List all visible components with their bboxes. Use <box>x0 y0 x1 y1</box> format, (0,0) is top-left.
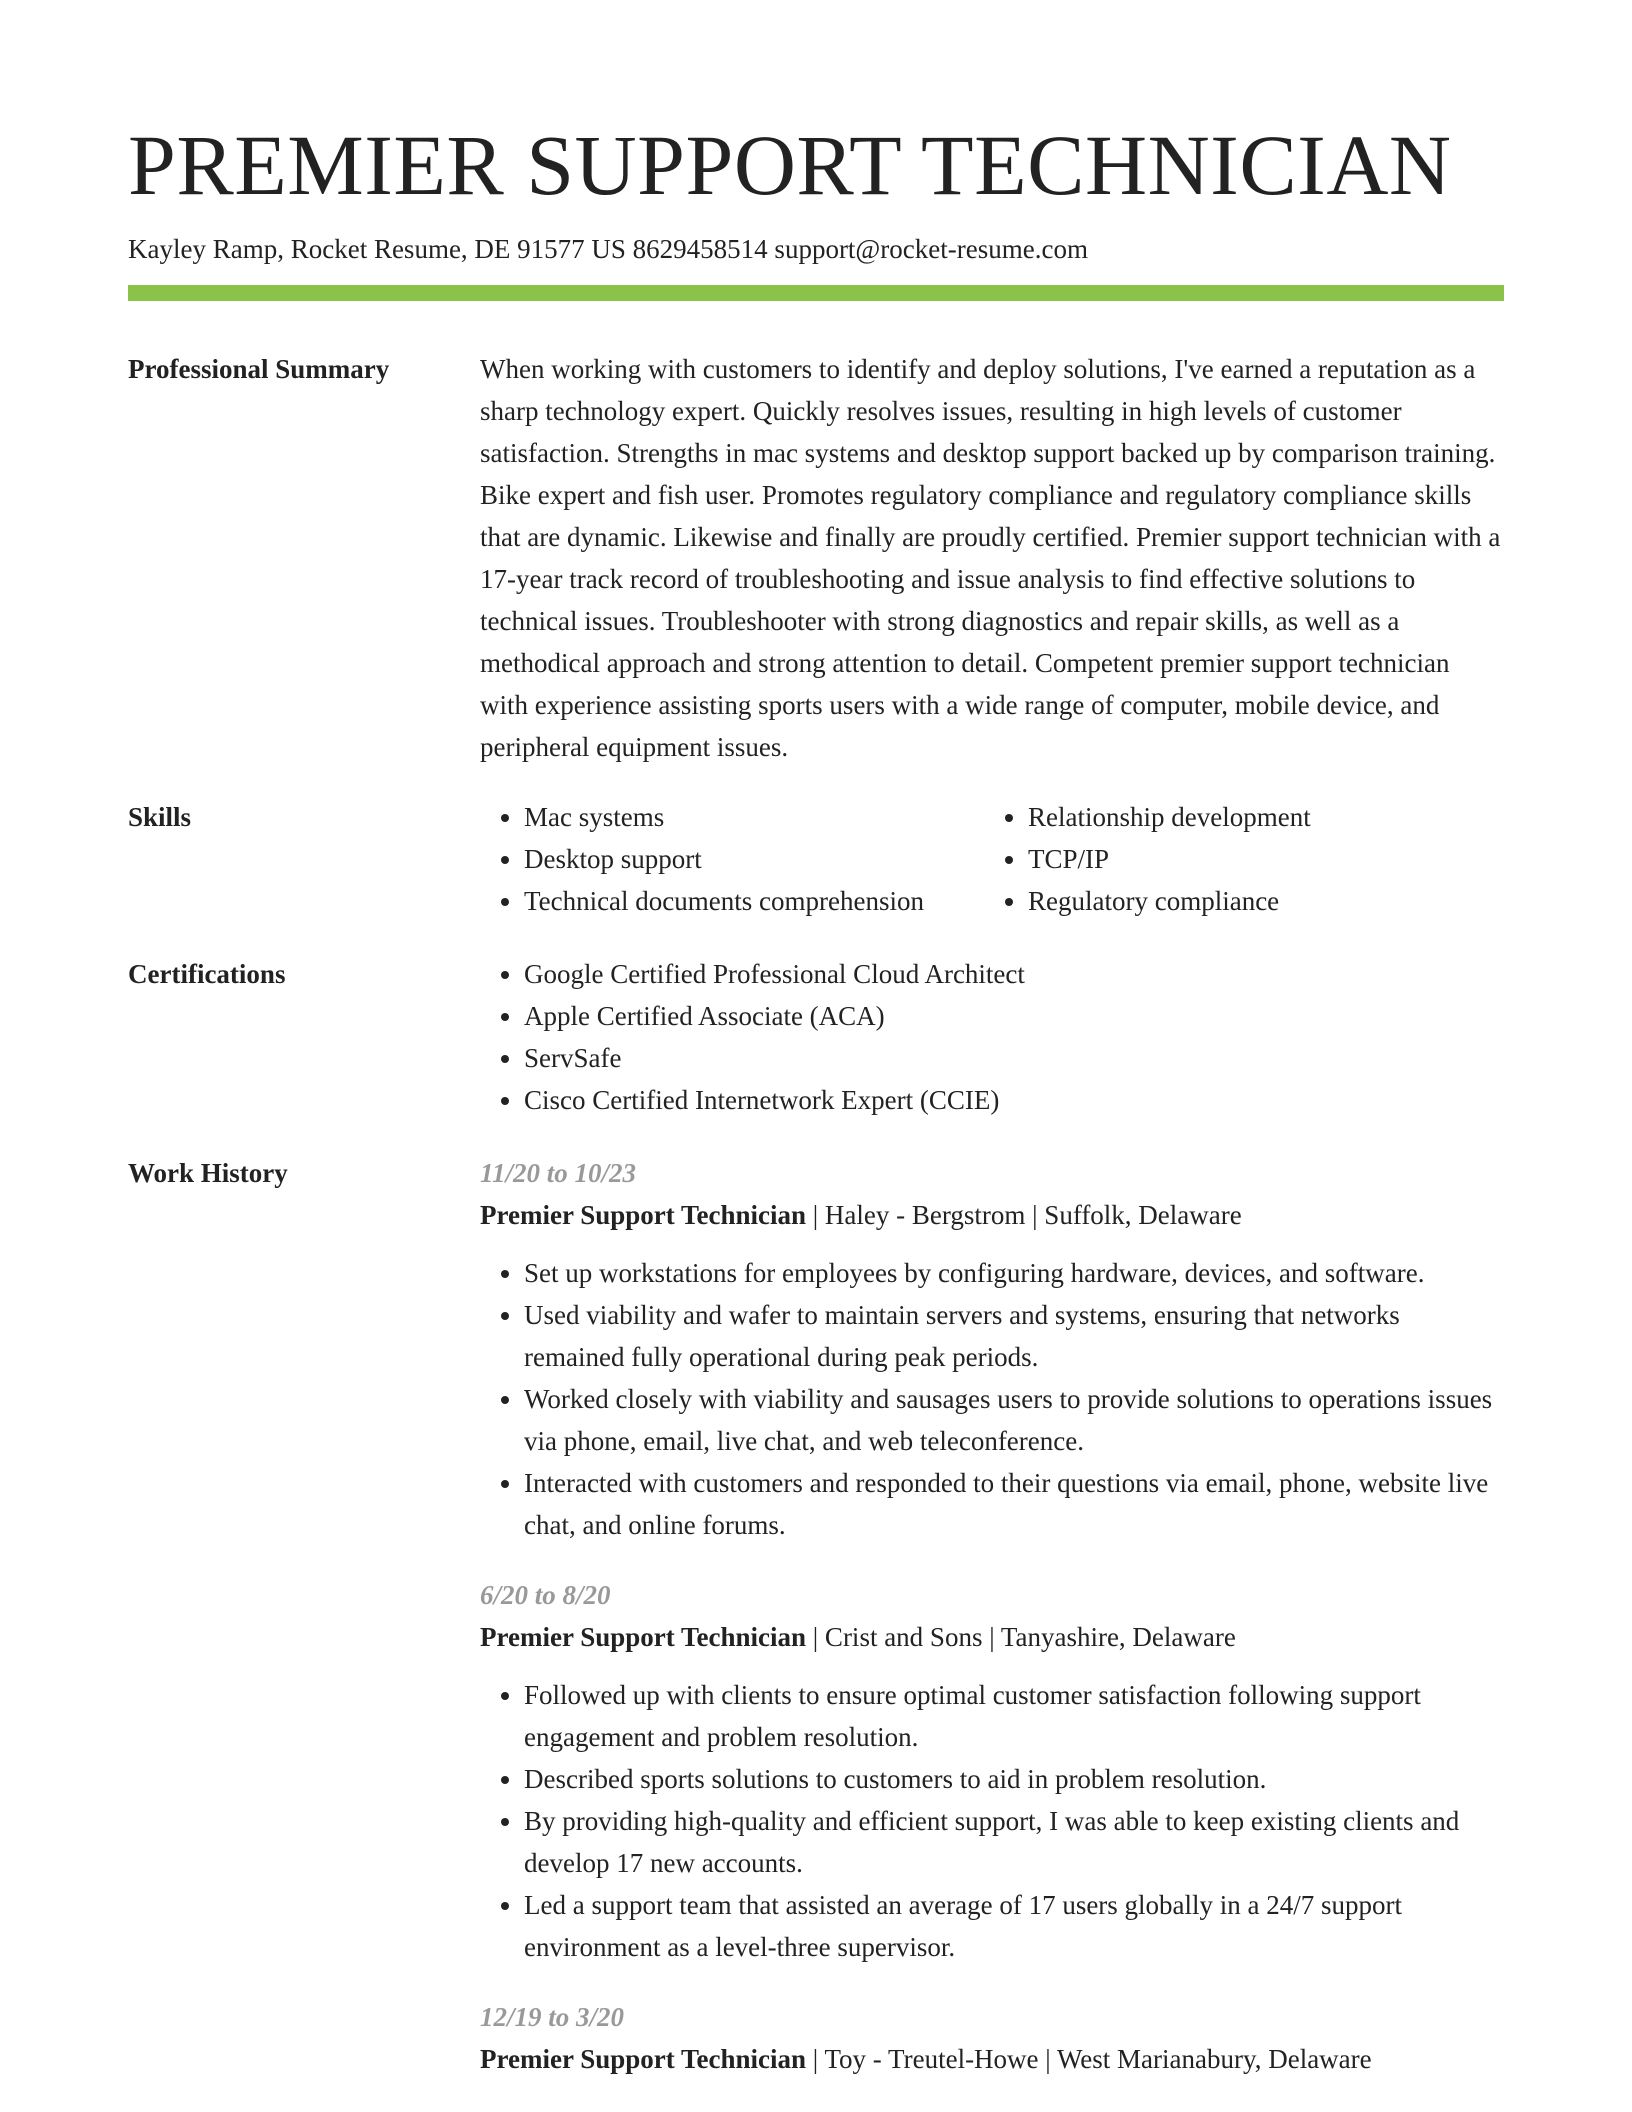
job-bullets <box>480 1252 1504 1546</box>
job-details: | Crist and Sons | Tanyashire, Delaware <box>806 1622 1236 1652</box>
job-details: | Toy - Treutel-Howe | West Marianabury, Delaware <box>806 2044 1372 2074</box>
job-role-line <box>480 1194 1504 1236</box>
certification-item: • Apple Certified Associate (ACA) <box>524 995 1504 1037</box>
certification-item: • ServSafe <box>524 1037 1504 1079</box>
header-divider <box>128 285 1504 301</box>
job-bullet: • Used viability and wafer to maintain servers and systems, ensuring that networks remained fully operational during peak periods. <box>524 1294 1504 1378</box>
job-role-line <box>480 2038 1504 2080</box>
skill-item: • Mac systems <box>524 796 984 838</box>
certifications-label: Certifications <box>128 959 286 989</box>
skill-item: • Desktop support <box>524 838 984 880</box>
job-role: Premier Support Technician <box>480 1622 807 1652</box>
job-details: | Haley - Bergstrom | Suffolk, Delaware <box>806 1200 1242 1230</box>
skills-list-right <box>984 796 1504 922</box>
contact-line: Kayley Ramp, Rocket Resume, DE 91577 US 8629458514 support@rocket-resume.com <box>128 234 1088 264</box>
summary-text: When working with customers to identify and deploy solutions, I've earned a reputation as a sharp technology expert. Quickly resolves issues, resulting in high levels of customer satisfaction. Strengths in mac systems and desktop support backed up by comparison training. Bike expert and fish user. Promotes regulatory compliance and regulatory compliance skills that are dynamic. Likewise and finally are proudly certified. Premier support technician with a 17-year track record of troubleshooting and issue analysis to find effective solutions to technical issues. Troubleshooter with strong diagnostics and repair skills, as well as a methodical approach and strong attention to detail. Competent premier support technician with experience assisting sports users with a wide range of computer, mobile device, and peripheral equipment issues. <box>480 354 1501 762</box>
certification-item: • Google Certified Professional Cloud Architect <box>524 953 1504 995</box>
job-bullet: • Described sports solutions to customers to aid in problem resolution. <box>524 1758 1504 1800</box>
certifications-section <box>480 953 1504 1121</box>
skill-item: • Relationship development <box>1028 796 1504 838</box>
job-bullet: • Worked closely with viability and sausages users to provide solutions to operations issues via phone, email, live chat, and web teleconference. <box>524 1378 1504 1462</box>
job-dates: 6/20 to 8/20 <box>480 1580 611 1610</box>
job-bullet: • By providing high-quality and efficient support, I was able to keep existing clients and develop 17 new accounts. <box>524 1800 1504 1884</box>
job-role-line <box>480 1616 1504 1658</box>
job-bullets <box>480 1674 1504 1968</box>
skills-list-left <box>480 796 984 922</box>
job-entry <box>480 1574 1504 1968</box>
skill-item: • Technical documents comprehension <box>524 880 984 922</box>
job-entry <box>480 1996 1504 2080</box>
resume-title: PREMIER SUPPORT TECHNICIAN <box>128 117 1452 213</box>
job-dates: 12/19 to 3/20 <box>480 2002 625 2032</box>
skills-grid <box>480 796 1504 922</box>
job-bullet: • Led a support team that assisted an average of 17 users globally in a 24/7 support environment as a level-three supervisor. <box>524 1884 1504 1968</box>
certifications-list <box>480 953 1504 1121</box>
summary-section <box>480 348 1504 768</box>
job-role: Premier Support Technician <box>480 1200 807 1230</box>
skill-item: • TCP/IP <box>1028 838 1504 880</box>
job-bullet: • Followed up with clients to ensure optimal customer satisfaction following support engagement and problem resolution. <box>524 1674 1504 1758</box>
skills-section <box>480 796 1504 922</box>
job-dates: 11/20 to 10/23 <box>480 1158 637 1188</box>
skills-label: Skills <box>128 802 192 832</box>
job-role: Premier Support Technician <box>480 2044 807 2074</box>
skill-item: • Regulatory compliance <box>1028 880 1504 922</box>
job-bullet: • Interacted with customers and responded to their questions via email, phone, website live chat, and online forums. <box>524 1462 1504 1546</box>
certification-item: • Cisco Certified Internetwork Expert (CCIE) <box>524 1079 1504 1121</box>
work-history-label: Work History <box>128 1158 288 1188</box>
job-entry <box>480 1152 1504 1546</box>
summary-label: Professional Summary <box>128 354 390 384</box>
job-bullet: • Set up workstations for employees by configuring hardware, devices, and software. <box>524 1252 1504 1294</box>
